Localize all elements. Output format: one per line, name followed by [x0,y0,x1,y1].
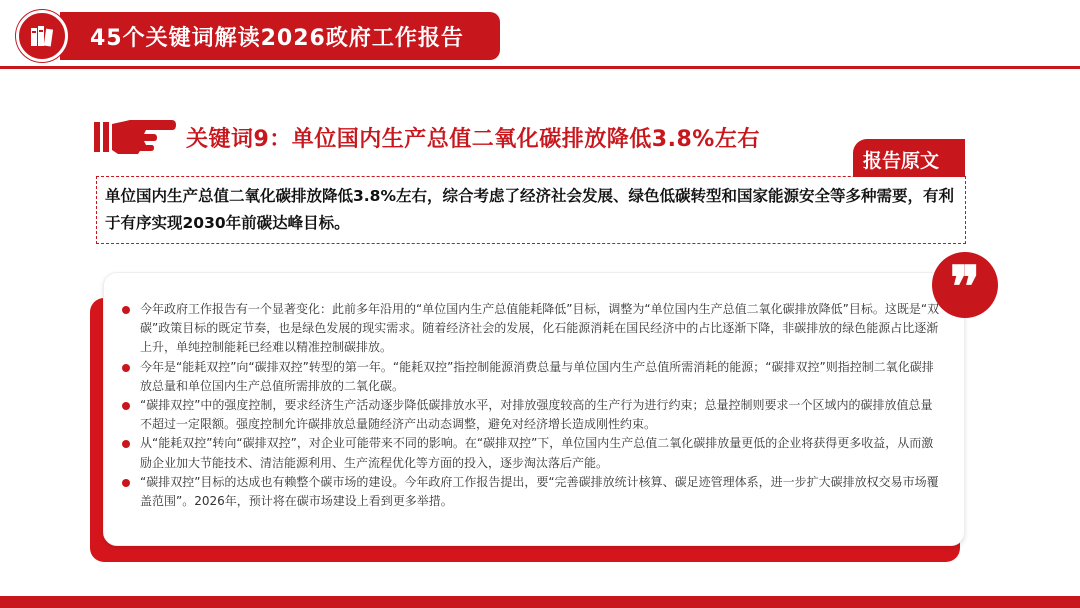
report-original-text: 单位国内生产总值二氧化碳排放降低3.8%左右，综合考虑了经济社会发展、绿色低碳转型和国家能源安全等多种需要，有利于有序实现2030年前碳达峰目标。 [105,187,954,232]
report-original-box [96,176,966,244]
header-title-box [60,12,500,60]
header-divider [0,66,1080,69]
page-title: 45个关键词解读2026政府工作报告 [90,26,464,51]
quote-glyph: ❞ [949,254,981,320]
bullet-dot-icon [122,440,130,448]
footer-bar [0,596,1080,608]
bullet-dot-icon [122,364,130,372]
bullet-item [120,358,940,396]
bullet-text: 今年政府工作报告有一个显著变化：此前多年沿用的“单位国内生产总值能耗降低”目标，调整为“单位国内生产总值二氧化碳排放降低”目标。这既是“双碳”政策目标的既定节奏，也是绿色发展的现实需求。随着经济社会的发展，化石能源消耗在国民经济中的占比逐渐下降，非碳排放的绿色能源占比逐渐上升，单纯控制能耗已经难以精准控制碳排放。 [140,302,940,355]
bullet-item [120,434,940,472]
bullet-text: 从“能耗双控”转向“碳排双控”，对企业可能带来不同的影响。在“碳排双控”下，单位国内生产总值二氧化碳排放量更低的企业将获得更多收益，从而激励企业加大节能技术、清洁能源利用、生产流程优化等方面的投入，逐步淘汰落后产能。 [140,436,934,470]
bullet-item [120,300,940,358]
keyword-title: 关键词9：单位国内生产总值二氧化碳排放降低3.8%左右 [186,127,760,152]
header-bar [0,12,500,60]
books-icon [16,10,68,62]
bullet-item [120,473,940,511]
bullet-text: “碳排双控”中的强度控制，要求经济生产活动逐步降低碳排放水平，对排放强度较高的生产行为进行约束；总量控制则要求一个区域内的碳排放值总量不超过一定限额。强度控制允许碳排放总量随经济产出动态调整，避免对经济增长造成刚性约束。 [140,398,933,432]
bullet-dot-icon [122,306,130,314]
bullet-dot-icon [122,402,130,410]
bullet-dot-icon [122,479,130,487]
report-tab-label: 报告原文 [863,150,940,172]
bullet-text: “碳排双控”目标的达成也有赖整个碳市场的建设。今年政府工作报告提出，要“完善碳排放统计核算、碳足迹管理体系，进一步扩大碳排放权交易市场覆盖范围”。2026年，预计将在碳市场建设上看到更多举措。 [140,474,939,509]
pointing-hand-icon [94,116,176,156]
report-original-tab [853,139,965,177]
analysis-bullet-list [120,300,940,511]
bullet-text: 今年是“能耗双控”向“碳排双控”转型的第一年。“能耗双控”指控制能源消费总量与单位国内生产总值所需消耗的能源；“碳排双控”则指控制二氧化碳排放总量和单位国内生产总值所需排放的二氧化碳。 [140,359,934,393]
quote-mark-icon [932,252,998,318]
bullet-item [120,396,940,434]
